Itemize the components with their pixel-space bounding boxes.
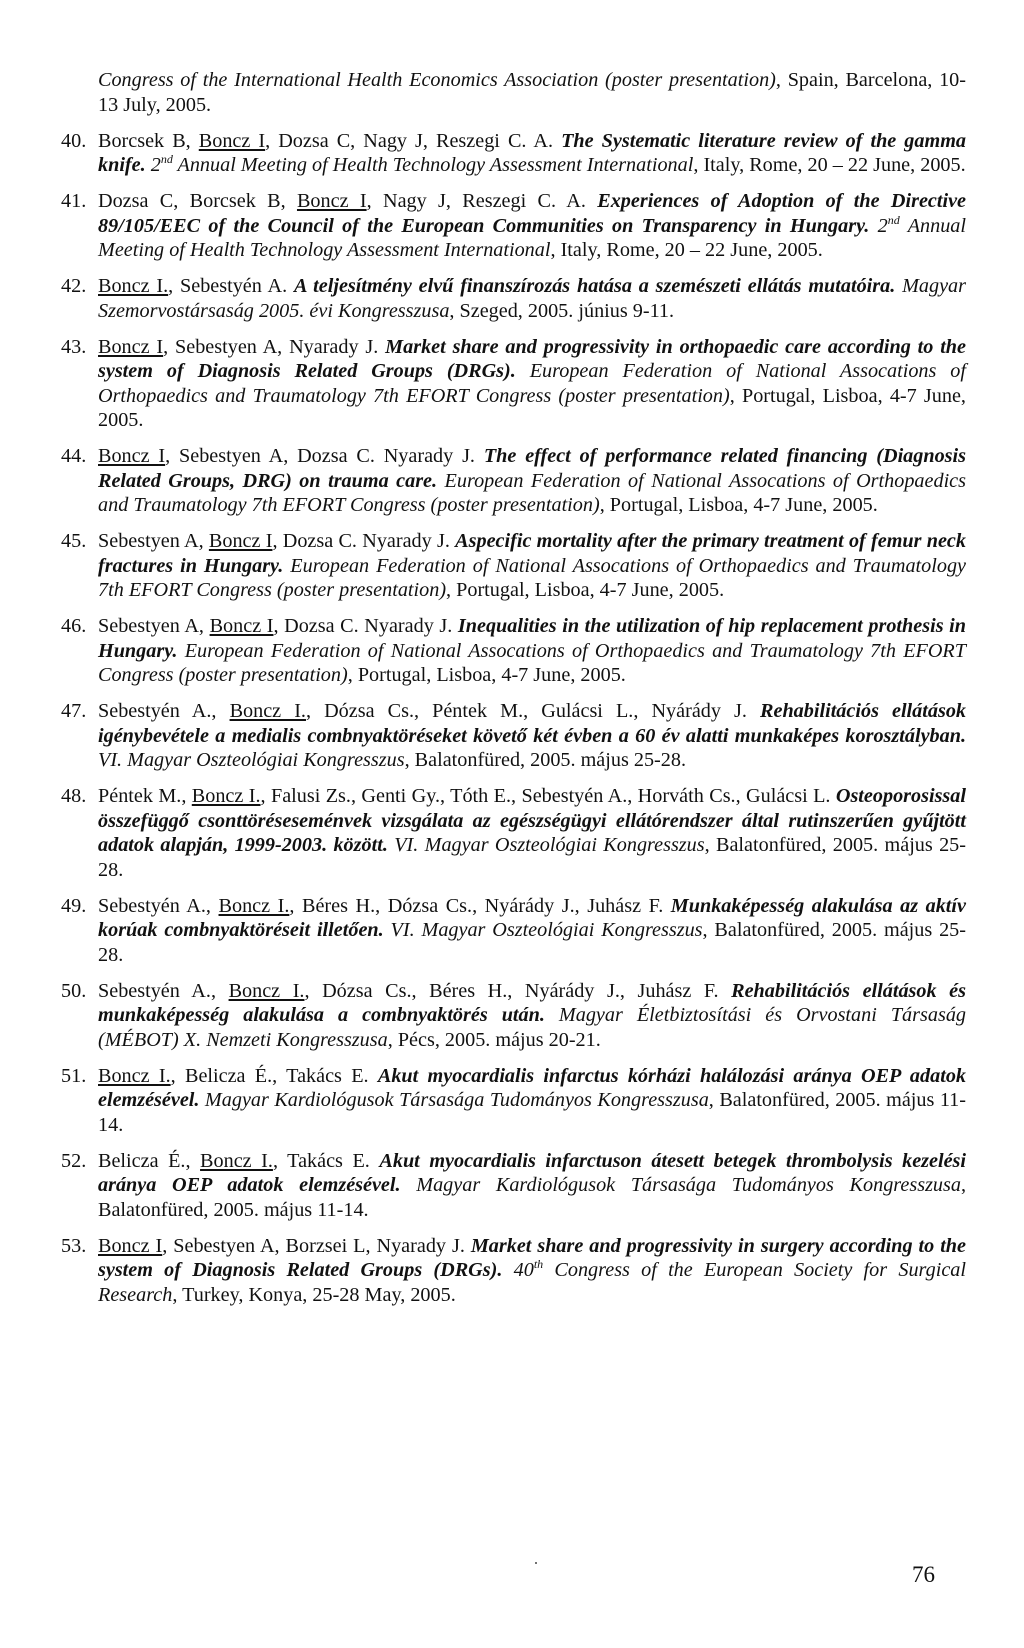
reference-title: Market share and progressivity in surgery according to the system of Diagnosis Related Groups (DRGs). — [98, 1234, 966, 1281]
reference-text: , Turkey, Konya, 25-28 May, 2005. — [172, 1283, 456, 1306]
reference-text: Belicza É., — [98, 1149, 201, 1172]
reference-entry — [0, 1149, 966, 1223]
reference-title: Inequalities in the utilization of hip replacement prothesis in Hungary. — [98, 615, 966, 662]
reference-number: 41. — [61, 190, 87, 212]
reference-entry — [0, 1064, 966, 1138]
reference-entry — [0, 335, 966, 433]
reference-title: The effect of performance related financing (Diagnosis Related Groups, DRG) on trauma care. — [98, 445, 967, 492]
reference-text: , Balatonfüred, 2005. május 11-14. — [98, 1174, 967, 1221]
reference-title: Rehabilitációs ellátások és munkaképesség alakulása a combnyaktörés után. — [98, 979, 966, 1026]
reference-number: 43. — [61, 335, 87, 358]
reference-entry — [0, 189, 966, 263]
reference-venue: Annual Meeting of Health Technology Assessment International — [172, 154, 694, 176]
reference-entry — [0, 444, 966, 518]
reference-text: Dozsa C, Borcsek B, — [98, 190, 297, 212]
reference-venue: European Federation of National Assocations of Orthopaedics and Traumatology 7th EFORT Congress (poster presentation) — [98, 469, 967, 516]
reference-entry — [0, 784, 966, 882]
reference-entry — [0, 894, 966, 968]
reference-author-highlight: Boncz I — [98, 335, 164, 358]
reference-title: The Systematic literature review of the gamma knife. — [98, 129, 966, 176]
reference-author-highlight: Boncz I — [296, 190, 367, 212]
reference-text: , Falusi Zs., Genti Gy., Tóth E., Sebestyén A., Horváth Cs., Gulácsi L. — [260, 785, 836, 807]
reference-title: Akut myocardialis infarctuson átesett betegek thrombolysis kezelési aránya OEP adatok elemzésével. — [98, 1149, 967, 1196]
reference-entry — [0, 699, 966, 773]
reference-text: , Szeged, 2005. június 9-11. — [449, 299, 675, 322]
reference-text: , Balatonfüred, 2005. május 25-28. — [404, 749, 687, 771]
reference-author-highlight: Boncz I — [209, 615, 274, 637]
reference-number: 48. — [61, 785, 87, 807]
reference-venue: VI. Magyar Oszteológiai Kongresszus — [98, 749, 405, 771]
reference-number: 46. — [61, 615, 87, 637]
reference-number: 51. — [61, 1064, 87, 1087]
reference-number: 45. — [61, 530, 87, 552]
reference-text: Péntek M., — [98, 785, 192, 807]
reference-author-highlight: Boncz I. — [218, 894, 290, 917]
reference-venue: European Federation of National Assocations of Orthopaedics and Traumatology 7th EFORT Congress (poster presentation) — [98, 554, 966, 601]
reference-venue: 2 — [869, 214, 888, 237]
reference-text: , Dozsa C. Nyarady J. — [273, 615, 458, 637]
reference-venue: Magyar Kardiológusok Társasága Tudományos Kongresszusa — [400, 1174, 961, 1196]
reference-text: , Dozsa C, Nagy J, Reszegi C. A. — [265, 129, 562, 152]
reference-title: Osteoporosissal összefüggő csonttöréseseménvek vizsgálata az egészségügyi ellátórendszer által rutinszerűen gyűjtött adatok alapján, 1999-2003. között. — [98, 785, 966, 856]
reference-venue: 40 — [502, 1259, 534, 1281]
reference-venue: VI. Magyar Oszteológiai Kongresszus — [387, 834, 705, 856]
reference-text: , Portugal, Lisboa, 4-7 June, 2005. — [347, 664, 626, 686]
reference-text: , Italy, Rome, 20 – 22 June, 2005. — [550, 239, 823, 261]
reference-venue: th — [533, 1257, 544, 1271]
reference-list — [0, 68, 1024, 1319]
reference-text: , Dózsa Cs., Béres H., Nyárády J., Juhász F. — [304, 979, 732, 1002]
reference-title: Munkaképesség alakulása az aktív korúak combnyaktöréseit illetően. — [98, 894, 966, 941]
reference-title: Experiences of Adoption of the Directive 89/105/EEC of the Council of the European Communities on Transparency in Hungary. — [98, 190, 967, 237]
reference-text: Sebestyén A., — [98, 700, 230, 722]
reference-venue: 2 — [145, 154, 161, 176]
reference-text: Borcsek B, — [98, 129, 199, 152]
reference-text: , Sebestyén A. — [168, 275, 294, 297]
reference-author-highlight: Boncz I. — [229, 700, 306, 722]
stray-mark — [535, 1562, 537, 1564]
reference-author-highlight: Boncz I — [208, 530, 273, 552]
reference-author-highlight: Boncz I. — [228, 979, 305, 1002]
reference-venue: Congress of the European Society for Surgical Research — [98, 1259, 967, 1306]
reference-venue: Magyar Szemorvostársaság 2005. évi Kongresszusa — [98, 275, 967, 322]
reference-text: , Portugal, Lisboa, 4-7 June, 2005. — [599, 494, 878, 516]
reference-number: 53. — [61, 1234, 87, 1257]
reference-text: , Italy, Rome, 20 – 22 June, 2005. — [693, 154, 966, 176]
reference-author-highlight: Boncz I. — [98, 275, 169, 297]
reference-venue: nd — [160, 152, 173, 166]
reference-venue: Congress of the International Health Economics Association (poster presentation) — [98, 69, 776, 91]
reference-title: Akut myocardialis infarctus kórházi halálozási aránya OEP adatok elemzésével. — [98, 1064, 967, 1111]
reference-number: 49. — [61, 894, 87, 917]
reference-number: 50. — [61, 979, 87, 1002]
reference-author-highlight: Boncz I. — [200, 1149, 273, 1172]
page-number: 76 — [912, 1562, 935, 1587]
reference-title: Market share and progressivity in orthopaedic care according to the system of Diagnosis Related Groups (DRGs). — [98, 335, 966, 382]
reference-text: , Balatonfüred, 2005. május 25-28. — [98, 919, 966, 966]
reference-venue: Annual Meeting of Health Technology Assessment International — [98, 214, 967, 261]
reference-title: Aspecific mortality after the primary treatment of femur neck fractures in Hungary. — [98, 530, 966, 577]
reference-number: 52. — [61, 1149, 87, 1172]
reference-venue: nd — [887, 212, 900, 227]
reference-text: , Balatonfüred, 2005. május 11-14. — [98, 1089, 967, 1136]
reference-text: , Sebestyen A, Dozsa C. Nyarady J. — [165, 445, 484, 467]
reference-text: , Portugal, Lisboa, 4-7 June, 2005. — [446, 579, 725, 601]
reference-number: 44. — [61, 445, 87, 467]
reference-text: , Sebestyen A, Borzsei L, Nyarady J. — [162, 1234, 471, 1257]
reference-entry — [0, 614, 966, 688]
reference-title: Rehabilitációs ellátások igénybevétele a medialis combnyaktöréseket követő két évben a 60 év alatti munkaképes korosztályban. — [98, 700, 967, 747]
reference-entry — [0, 68, 966, 117]
reference-text: Sebestyen A, — [98, 530, 209, 552]
reference-entry — [0, 529, 966, 603]
reference-text: , Béres H., Dózsa Cs., Nyárády J., Juhász F. — [289, 894, 671, 917]
reference-venue: European Federation of National Assocations of Orthopaedics and Traumatology 7th EFORT Congress (poster presentation) — [98, 360, 966, 407]
reference-text: , Portugal, Lisboa, 4-7 June, 2005. — [98, 384, 966, 431]
reference-author-highlight: Boncz I — [98, 445, 166, 467]
reference-author-highlight: Boncz I. — [191, 785, 261, 807]
reference-entry — [0, 129, 966, 178]
reference-entry — [0, 979, 966, 1053]
reference-text: , Spain, Barcelona, 10-13 July, 2005. — [98, 69, 966, 116]
reference-number: 47. — [61, 700, 87, 722]
reference-text: , Pécs, 2005. május 20-21. — [387, 1028, 601, 1051]
reference-venue: European Federation of National Assocations of Orthopaedics and Traumatology 7th EFORT Congress (poster presentation) — [98, 639, 966, 686]
reference-venue: Magyar Kardiológusok Társasága Tudományos Kongresszusa — [199, 1089, 709, 1111]
reference-author-highlight: Boncz I — [98, 1234, 163, 1257]
reference-text: , Balatonfüred, 2005. május 25-28. — [98, 834, 966, 881]
reference-number: 42. — [61, 275, 87, 297]
reference-text: , Nagy J, Reszegi C. A. — [366, 190, 598, 212]
reference-text: Sebestyen A, — [98, 615, 210, 637]
reference-author-highlight: Boncz I. — [98, 1064, 171, 1087]
reference-text: Sebestyén A., — [98, 894, 219, 917]
reference-title: A teljesítmény elvű finanszírozás hatása a szemészeti ellátás mutatóira. — [294, 275, 896, 297]
reference-text: , Dózsa Cs., Péntek M., Gulácsi L., Nyárády J. — [305, 700, 761, 722]
reference-venue: Magyar Életbiztosítási és Orvostani Társaság (MÉBOT) X. Nemzeti Kongresszusa — [98, 1004, 967, 1051]
reference-text: , Belicza É., Takács E. — [170, 1064, 378, 1087]
reference-text: Sebestyén A., — [98, 979, 229, 1002]
reference-author-highlight: Boncz I — [198, 129, 266, 152]
reference-venue: VI. Magyar Oszteológiai Kongresszus — [383, 919, 703, 941]
reference-text: , Takács E. — [272, 1149, 380, 1172]
reference-text: , Sebestyen A, Nyarady J. — [163, 335, 386, 358]
reference-text: , Dozsa C. Nyarady J. — [272, 530, 456, 552]
reference-number: 40. — [61, 129, 87, 152]
reference-entry — [0, 274, 966, 323]
reference-entry — [0, 1234, 966, 1308]
